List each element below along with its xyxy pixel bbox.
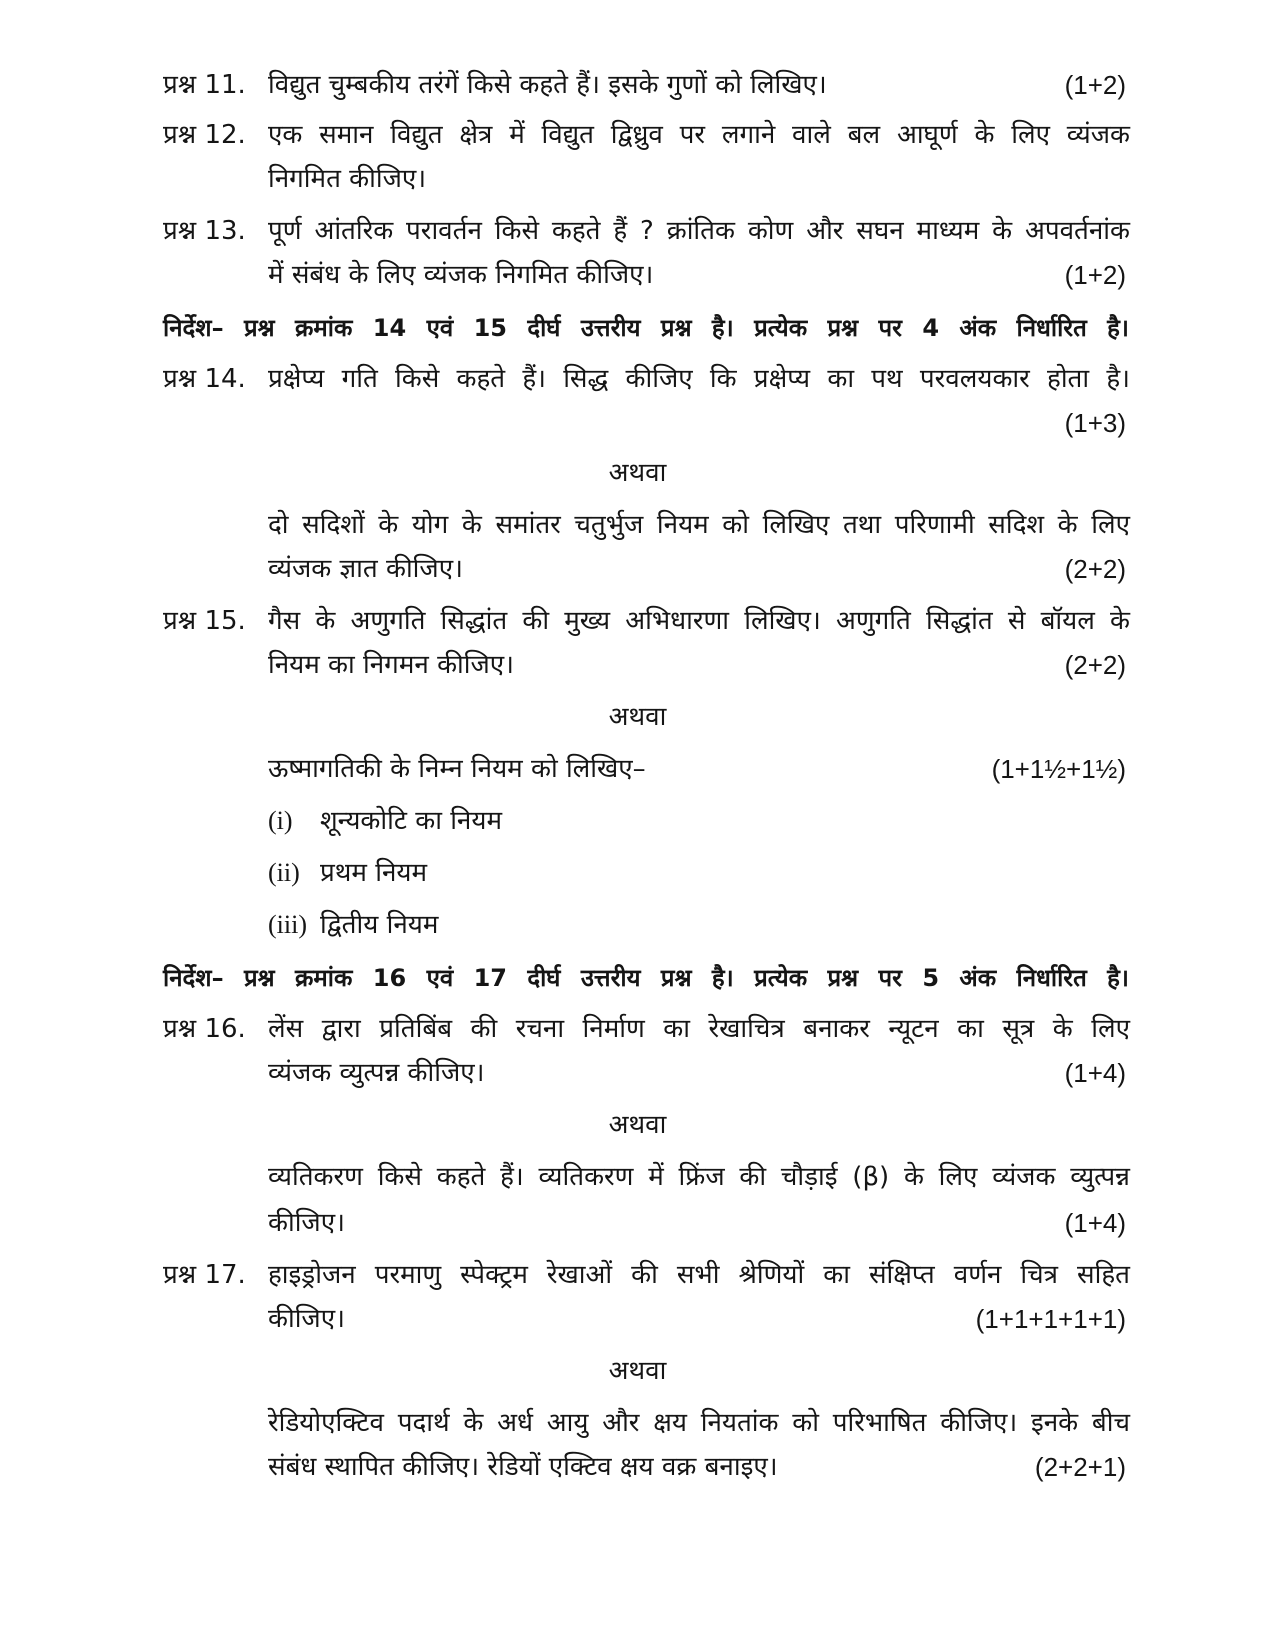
or-label: अथवा	[608, 1110, 667, 1140]
marks: (1+1+1+1+1)	[975, 1304, 1126, 1334]
question-label: प्रश्न 16.	[163, 1014, 246, 1044]
marks: (1+4)	[1064, 1208, 1126, 1238]
alternative-text: रेडियोएक्टिव पदार्थ के अर्ध आयु और क्षय नियतांक को परिभाषित कीजिए। इनके बीच	[268, 1408, 1130, 1438]
question-text: व्यंजक व्युत्पन्न कीजिए।	[268, 1058, 485, 1088]
question-text: एक समान विद्युत क्षेत्र में विद्युत द्विध्रुव पर लगाने वाले बल आघूर्ण के लिए व्यंजक	[268, 120, 1130, 150]
question-text: निगमित कीजिए।	[268, 164, 427, 194]
question-text: पूर्ण आंतरिक परावर्तन किसे कहते हैं ? क्रांतिक कोण और सघन माध्यम के अपवर्तनांक	[268, 216, 1130, 246]
list-item-text: द्वितीय नियम	[320, 910, 439, 940]
marks: (1+4)	[1064, 1058, 1126, 1088]
marks: (2+2)	[1064, 554, 1126, 584]
question-text: विद्युत चुम्बकीय तरंगें किसे कहते हैं। इसके गुणों को लिखिए।	[268, 70, 827, 100]
or-label: अथवा	[608, 1356, 667, 1386]
alternative-text: व्यतिकरण किसे कहते हैं। व्यतिकरण में फ्रिंज की चौड़ाई (β) के लिए व्यंजक व्युत्पन्न	[268, 1162, 1130, 1192]
marks: (1+1½+1½)	[991, 754, 1126, 784]
marks: (1+3)	[1064, 408, 1126, 438]
marks: (2+2)	[1064, 650, 1126, 680]
marks: (1+2)	[1064, 260, 1126, 290]
or-label: अथवा	[608, 702, 667, 732]
list-item-text: प्रथम नियम	[320, 858, 428, 888]
question-label: प्रश्न 17.	[163, 1260, 246, 1290]
alternative-text: व्यंजक ज्ञात कीजिए।	[268, 554, 463, 584]
question-text: हाइड्रोजन परमाणु स्पेक्ट्रम रेखाओं की सभी श्रेणियों का संक्षिप्त वर्णन चित्र सहित	[268, 1260, 1130, 1290]
alternative-text: कीजिए।	[268, 1208, 345, 1238]
list-item	[268, 804, 502, 838]
list-item-number: (i)	[268, 806, 293, 835]
section-direction: निर्देश– प्रश्न क्रमांक 14 एवं 15 दीर्घ उत्तरीय प्रश्न है। प्रत्येक प्रश्न पर 4 अंक निर्धारित है।	[163, 314, 1129, 342]
question-text: गैस के अणुगति सिद्धांत की मुख्य अभिधारणा लिखिए। अणुगति सिद्धांत से बॉयल के	[268, 606, 1130, 636]
list-item	[268, 908, 438, 942]
question-text: प्रक्षेप्य गति किसे कहते हैं। सिद्ध कीजिए कि प्रक्षेप्य का पथ परवलयकार होता है।	[268, 364, 1130, 394]
list-item-text: शून्यकोटि का नियम	[320, 806, 502, 836]
or-label: अथवा	[608, 458, 667, 488]
alternative-text: संबंध स्थापित कीजिए। रेडियों एक्टिव क्षय वक्र बनाइए।	[268, 1452, 778, 1482]
question-text: कीजिए।	[268, 1304, 345, 1334]
list-item-number: (ii)	[268, 858, 300, 887]
question-label: प्रश्न 11.	[163, 70, 246, 100]
marks: (1+2)	[1064, 70, 1126, 100]
question-label: प्रश्न 14.	[163, 364, 246, 394]
section-direction: निर्देश– प्रश्न क्रमांक 16 एवं 17 दीर्घ उत्तरीय प्रश्न है। प्रत्येक प्रश्न पर 5 अंक निर्धारित है।	[163, 964, 1129, 992]
question-text: में संबंध के लिए व्यंजक निगमित कीजिए।	[268, 260, 654, 290]
alternative-text: ऊष्मागतिकी के निम्न नियम को लिखिए–	[268, 754, 646, 784]
list-item	[268, 856, 427, 890]
alternative-text: दो सदिशों के योग के समांतर चतुर्भुज नियम को लिखिए तथा परिणामी सदिश के लिए	[268, 510, 1130, 540]
marks: (2+2+1)	[1034, 1452, 1126, 1482]
question-label: प्रश्न 12.	[163, 120, 246, 150]
question-label: प्रश्न 13.	[163, 216, 246, 246]
question-label: प्रश्न 15.	[163, 606, 246, 636]
list-item-number: (iii)	[268, 910, 307, 939]
question-text: लेंस द्वारा प्रतिबिंब की रचना निर्माण का रेखाचित्र बनाकर न्यूटन का सूत्र के लिए	[268, 1014, 1130, 1044]
question-text: नियम का निगमन कीजिए।	[268, 650, 515, 680]
